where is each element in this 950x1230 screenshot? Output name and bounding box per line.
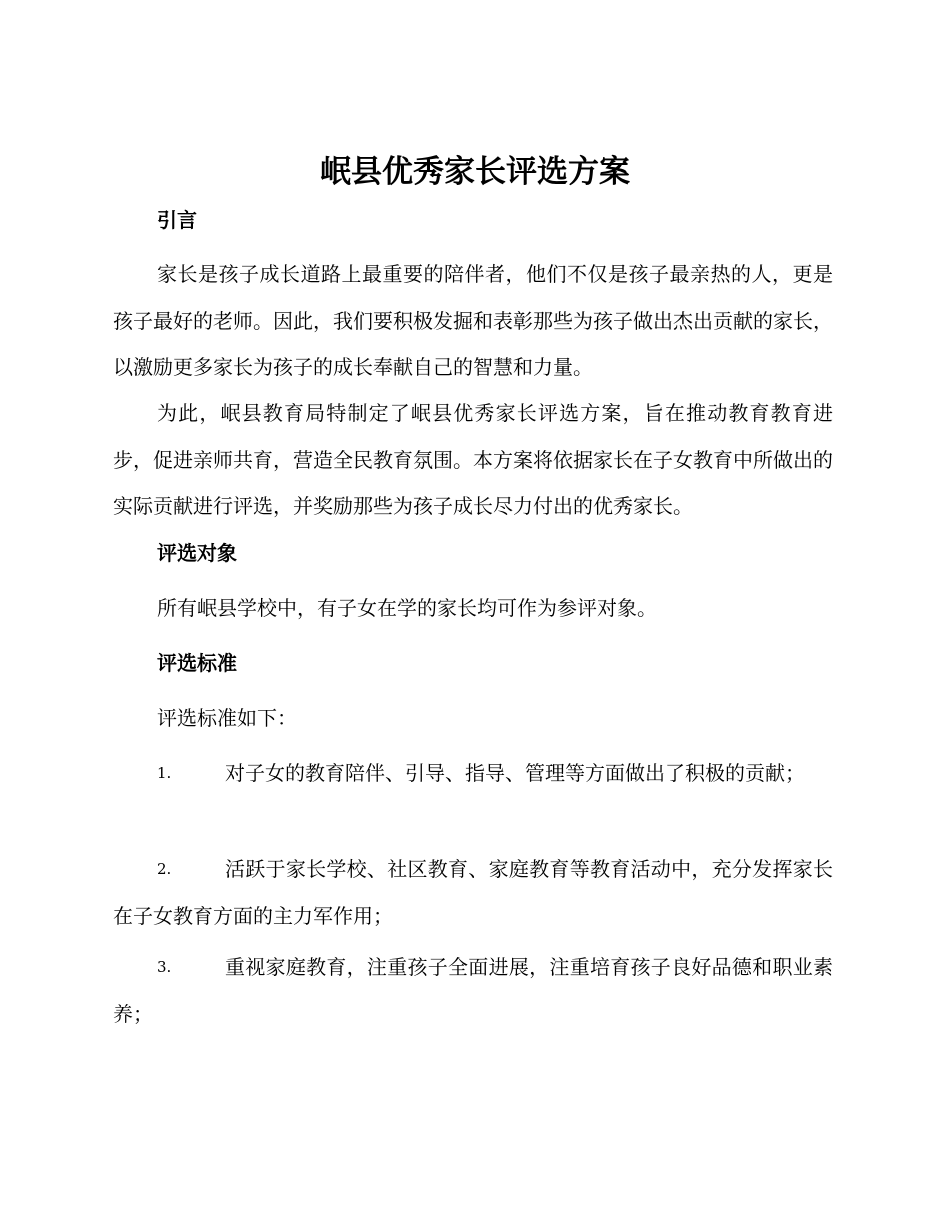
list-item-number: 1. <box>157 764 172 782</box>
intro-paragraph-2: 为此，岷县教育局特制定了岷县优秀家长评选方案，旨在推动教育教育进步，促进亲师共育，营造全民教育氛围。本方案将依据家长在子女教育中所做出的实际贡献进行评选，并奖励那些为孩子成长尽力付出的优秀家长。 <box>113 401 833 518</box>
criteria-intro: 评选标准如下： <box>157 706 297 730</box>
document-title: 岷县优秀家长评选方案 <box>320 154 630 190</box>
list-item-text: 对子女的教育陪伴、引导、指导、管理等方面做出了积极的贡献； <box>225 761 805 785</box>
intro-paragraph-1: 家长是孩子成长道路上最重要的陪伴者，他们不仅是孩子最亲热的人，更是孩子最好的老师。因此，我们要积极发掘和表彰那些为孩子做出杰出贡献的家长，以激励更多家长为孩子的成长奉献自己的智慧和力量。 <box>113 262 833 379</box>
list-item <box>113 846 833 939</box>
section-heading-criteria: 评选标准 <box>157 651 237 675</box>
list-item <box>113 944 833 1037</box>
section-heading-target: 评选对象 <box>157 541 237 565</box>
section-heading-intro: 引言 <box>157 208 197 232</box>
list-item-number: 2. <box>157 860 172 878</box>
target-text: 所有岷县学校中，有子女在学的家长均可作为参评对象。 <box>157 596 657 620</box>
list-item-number: 3. <box>157 958 172 976</box>
list-item-text: 活跃于家长学校、社区教育、家庭教育等教育活动中，充分发挥家长在子女教育方面的主力军作用； <box>113 857 833 928</box>
list-item-text: 重视家庭教育，注重孩子全面进展，注重培育孩子良好品德和职业素养； <box>113 955 833 1026</box>
list-item <box>113 750 833 797</box>
